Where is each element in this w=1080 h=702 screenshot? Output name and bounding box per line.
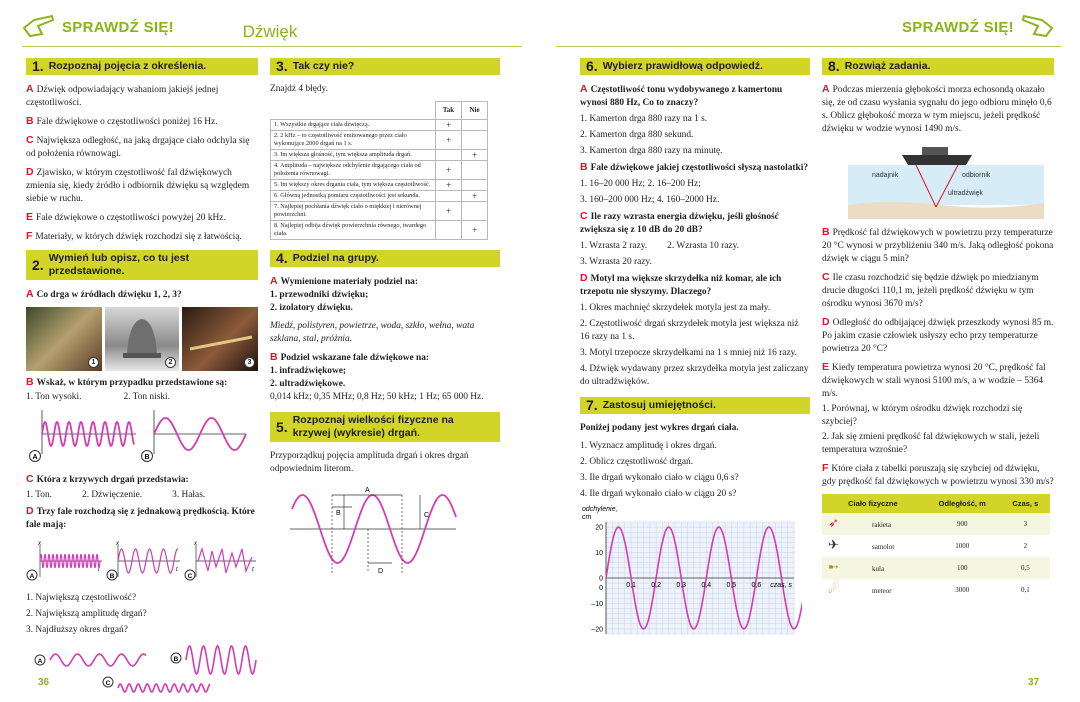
table-row: ➶ rakieta 900 3 (822, 513, 1050, 535)
x-tick-label: 0,2 (651, 582, 662, 589)
list-item: 4. Ile drgań wykonało ciało w ciągu 20 s? (580, 489, 737, 499)
option: 1. Kamerton drga 880 razy na 1 s. (580, 114, 708, 124)
question-d: D Trzy fale rozchodzą się z jednakową prędkością. Które fale mają: (26, 505, 255, 530)
divider (22, 46, 522, 47)
svg-text:t: t (176, 567, 178, 573)
section-2-header: 2. Wymień lub opisz, co tu jest przedstawione. (26, 250, 258, 280)
column-3 (580, 58, 810, 649)
photo-number: 3 (244, 357, 255, 368)
answer-cell[interactable]: + (462, 191, 488, 202)
echosounder-diagram (822, 141, 1050, 221)
s1-list (26, 83, 258, 244)
receiver-label: odbiornik (962, 172, 991, 179)
tone-options (26, 391, 258, 404)
task-f: F Które ciała z tabelki poruszają się szybciej od dźwięku, gdy prędkość fal dźwiękowych w powietrzu wynosi 330 m/s? (822, 462, 1054, 487)
list-item: F Materiały, w których dźwięk rozchodzi się z łatwością. (26, 230, 242, 242)
question-d: D Motyl ma większe skrzydełka niż komar, ale ich trzepotu nie słyszymy. Dlaczego? (580, 272, 782, 297)
answer-cell[interactable] (462, 120, 488, 131)
section-3-header: 3. Tak czy nie? (270, 58, 500, 75)
bodies-table (822, 494, 1050, 601)
section-7-header: 7. Zastosuj umiejętności. (580, 397, 810, 414)
column-2 (270, 58, 500, 586)
svg-text:x: x (116, 541, 119, 547)
x-tick-label: 0,5 (726, 582, 737, 589)
col-header: Ciało fizyczne (822, 494, 924, 513)
list-item: 2. ultradźwiękowe. (270, 379, 346, 389)
list-item: 2. Jak się zmieni prędkość fal dźwiękowych w stali, jeżeli temperatura wzrośnie? (822, 432, 1040, 455)
page-number: 36 (38, 677, 50, 688)
photo-number: 2 (165, 357, 176, 368)
option: 3. Wzrasta 20 razy. (580, 257, 652, 267)
list-item: C Największa odległość, na jaką drgające ciało odchyla się od położenia równowagi. (26, 134, 250, 159)
option: 1. Ton wysoki. (26, 392, 82, 402)
tone-waves (26, 404, 258, 462)
answer-cell[interactable]: + (436, 180, 462, 191)
instruction: Przyporządkuj pojęcia amplituda drgań i okres drgań odpowiednim literom. (270, 451, 469, 474)
answer-cell[interactable]: + (462, 221, 488, 240)
transmitter-label: nadajnik (872, 172, 899, 179)
option: 3. Motyl trzepocze skrzydełkami na 1 s mniej niż 16 razy. (580, 348, 798, 358)
section-1-header: 1. Rozpoznaj pojęcia z określenia. (26, 58, 258, 75)
answer-cell[interactable]: + (436, 120, 462, 131)
label-a: A (365, 487, 370, 494)
table-row: 7. Najlepiej pochłania dźwięk ciało o miękkiej i nierównej powierzchni. + (271, 202, 488, 221)
divider (556, 46, 1061, 47)
airplane-icon: ✈ (828, 537, 839, 552)
x-tick-label: 0,1 (626, 582, 636, 589)
label-b: B (336, 510, 341, 517)
photo-strip (26, 307, 258, 371)
task-b: B Prędkość fal dźwiękowych w powietrzu przy temperaturze 20 °C wynosi w przybliżeniu 340 m/s. Jaką odległość pokona dźwięk w ciągu 5 min? (822, 226, 1054, 264)
task-a: A Podczas mierzenia głębokości morza echosondą okazało się, że od czasu wysłania sygnału do jego odbioru minęło 0,6 s. Oblicz głębokość morza w tym miejscu, jeżeli prędkość dźwięku w wodzie wynosi 1490 m/s. (822, 83, 1052, 134)
ship-icon (902, 155, 972, 165)
label-a: A (32, 454, 38, 461)
table-row: 8. Najlepiej odbija dźwięk powierzchnia równego, twardego ciała. + (271, 221, 488, 240)
materials-list: Miedź, polistyren, powietrze, woda, szkło, wełna, wata szklana, stal, próżnia. (270, 321, 475, 344)
list-item: 3. Ile drgań wykonało ciało w ciągu 0,6 s? (580, 473, 739, 483)
option: 3. Hałas. (172, 490, 206, 500)
option: 4. Dźwięk wydawany przez skrzydełka motyla jest zaliczany do ultradźwięków. (580, 364, 809, 387)
table-row: ✈ samolot 1000 2 (828, 537, 1028, 552)
col-header: Tak (436, 102, 462, 120)
values-list: 0,014 kHz; 0,35 MHz; 0,8 Hz; 50 kHz; 1 Hz; 65 000 Hz. (270, 392, 484, 402)
list-item: B Fale dźwiękowe o częstotliwości poniżej 16 Hz. (26, 115, 218, 127)
label-b: B (144, 454, 150, 461)
question-a: A Częstotliwość tonu wydobywanego z kamertonu wynosi 880 Hz, Co to znaczy? (580, 83, 783, 108)
list-item: 1. przewodniki dźwięku; (270, 290, 369, 300)
table-row: ☄ meteor 3000 0,1 (828, 581, 1030, 596)
guitar-photo (26, 307, 102, 371)
list-item: 1. Porównaj, w którym ośrodku dźwięk rozchodzi się szybciej? (822, 404, 1023, 427)
option: 2. Ton niski. (123, 392, 171, 402)
intro-text: Znajdź 4 błędy. (270, 84, 328, 94)
question-a: A Co drga w źródłach dźwięku 1, 2, 3? (26, 288, 182, 300)
option: 2. Częstotliwość drgań skrzydełek motyla jest większa niż 16 razy na 1 s. (580, 319, 799, 342)
page-number: 37 (1028, 677, 1040, 688)
column-1 (26, 58, 258, 702)
option: 2. Wzrasta 10 razy. (667, 241, 739, 251)
section-8-header: 8. Rozwiąż zadania. (822, 58, 1054, 75)
x-tick-label: 0,4 (701, 582, 712, 589)
table-row: ➸ kula 100 0,5 (822, 557, 1050, 579)
answer-cell[interactable]: + (436, 131, 462, 150)
question-c: C Ile razy wzrasta energia dźwięku, jeśli głośność zwiększa się z 10 dB do 20 dB? (580, 210, 779, 235)
answer-cell[interactable] (436, 191, 462, 202)
question-b: B Podziel wskazane fale dźwiękowe na: (270, 351, 430, 363)
bell-photo (105, 307, 179, 371)
pencil-hand-icon (1020, 14, 1054, 40)
svg-text:C: C (187, 573, 193, 580)
list-item: A Dźwięk odpowiadający wahaniom jakiejś jednej częstotliwości. (26, 83, 219, 108)
label-d: D (378, 568, 384, 575)
bullet-icon: ➸ (828, 559, 839, 574)
three-waves (26, 642, 258, 700)
answer-cell[interactable] (436, 221, 462, 240)
answer-cell[interactable]: + (436, 161, 462, 180)
flute-photo (182, 307, 258, 371)
task-c: C Ile czasu rozchodzić się będzie dźwięk po miedzianym drucie długości 110,1 m, jeżeli prędkość dźwięku w tym ośrodku wynosi 3670 m/s? (822, 271, 1039, 309)
x-tick-label: 0 (599, 585, 603, 592)
svg-text:A: A (37, 658, 43, 665)
y-tick-label: –20 (591, 626, 603, 634)
answer-cell[interactable] (462, 161, 488, 180)
table-row: 2. 2 kHz – to częstotliwość emitowanego przez ciało wykonujące 2000 drgań na 1 s. + (271, 131, 488, 150)
x-tick-label: 0,6 (751, 582, 762, 589)
logo-right (902, 14, 1054, 40)
column-4 (822, 58, 1054, 601)
list-item: E Fale dźwiękowe o częstotliwości powyżej 20 kHz. (26, 211, 226, 223)
svg-text:t: t (252, 567, 254, 573)
rocket-icon: ➶ (828, 515, 839, 530)
list-item: 2. izolatory dźwięku. (270, 303, 353, 313)
meteor-icon: ☄ (828, 581, 840, 596)
list-item: 1. Wyznacz amplitudę i okres drgań. (580, 441, 717, 451)
photo-number: 1 (88, 357, 99, 368)
option: 2. Dźwięczenie. (82, 490, 143, 500)
list-item: 3. Najdłuższy okres drgań? (26, 625, 128, 635)
option: 3. 160–200 000 Hz; 4. 160–2000 Hz. (580, 195, 720, 205)
list-item: 2. Największą amplitudę drgań? (26, 609, 147, 619)
option: 2. Kamerton drga 880 sekund. (580, 130, 694, 140)
table-row: 1. Wszystkie drgające ciała dźwięczą. + (271, 120, 488, 131)
y-tick-label: 20 (595, 524, 603, 532)
option: 3. Kamerton drga 880 razy na minutę. (580, 146, 723, 156)
svg-text:x: x (38, 541, 41, 547)
noise-curves (26, 537, 258, 581)
option: 1. Okres machnięć skrzydełek motyla jest za mały. (580, 303, 771, 313)
list-item: 2. Oblicz częstotliwość drgań. (580, 457, 694, 467)
question-b: B Wskaż, w którym przypadku przedstawione są: (26, 376, 228, 388)
col-header: Nie (462, 102, 488, 120)
ultrasound-label: ultradźwięk (948, 190, 984, 197)
question-b: B Fale dźwiękowe jakiej częstotliwości słyszą nastolatki? (580, 161, 809, 173)
answer-cell[interactable] (436, 150, 462, 161)
section-6-header: 6. Wybierz prawidłową odpowiedź. (580, 58, 810, 75)
option: 1. 16–20 000 Hz; 2. 16–200 Hz; (580, 179, 701, 189)
curve-options (26, 489, 258, 502)
table-row: 4. Amplituda – największe odchylenie drgającego ciała od położenia równowagi. + (271, 161, 488, 180)
svg-text:A: A (29, 573, 35, 580)
y-axis-label: odchylenie, (582, 506, 618, 513)
svg-text:B: B (173, 656, 179, 663)
y-axis-unit: cm (582, 514, 592, 521)
svg-text:x: x (194, 541, 197, 547)
wave-labels-diagram (270, 481, 470, 581)
answer-cell[interactable]: + (436, 202, 462, 221)
svg-text:t: t (98, 567, 100, 573)
y-tick-label: 10 (595, 550, 603, 558)
task-d: D Odległość do odbijającej dźwięk przeszkody wynosi 85 m. Po jakim czasie człowiek usłyszy echo przy temperaturze powietrza 20 °C? (822, 316, 1054, 354)
logo-text: SPRAWDŹ SIĘ! (902, 18, 1014, 36)
task-e: E Kiedy temperatura powietrza wynosi 20 °C, prędkość fal dźwiękowych w stali wynosi 5100 m/s, a w wodzie – 5364 m/s. (822, 361, 1046, 399)
question-a: A Wymienione materiały podziel na: (270, 275, 418, 287)
logo-text: SPRAWDŹ SIĘ! (62, 18, 174, 36)
intro-text: Poniżej podany jest wykres drgań ciała. (580, 423, 739, 433)
list-item: 1. Największą częstotliwość? (26, 593, 137, 603)
col-header: Czas, s (1001, 494, 1050, 513)
x-tick-label: 0,3 (676, 582, 687, 589)
table-row: 5. Im większy okres drgania ciała, tym większa częstotliwość. + (271, 180, 488, 191)
answer-cell[interactable]: + (462, 150, 488, 161)
true-false-table (270, 101, 488, 240)
table-row: 6. Główną jednostką pomiaru częstotliwości jest sekunda. + (271, 191, 488, 202)
page-title: Dźwięk (242, 22, 298, 41)
question-c: C Która z krzywych drgań przedstawia: (26, 473, 189, 485)
svg-text:B: B (109, 573, 115, 580)
option: 1. Ton. (26, 490, 52, 500)
col-header: Odległość, m (924, 494, 1001, 513)
y-tick-label: –10 (591, 600, 603, 608)
list-item: 1. infradźwiękowe; (270, 366, 347, 376)
answer-cell[interactable] (462, 180, 488, 191)
label-c: C (424, 512, 430, 519)
table-row: 3. Im większa głośność, tym większa amplituda drgań. + (271, 150, 488, 161)
answer-cell[interactable] (462, 202, 488, 221)
option: 1. Wzrasta 2 razy. (580, 241, 648, 251)
section-4-header: 4. Podziel na grupy. (270, 250, 500, 267)
section-5-header: 5. Rozpoznaj wielkości fizyczne na krzywej (wykresie) drgań. (270, 412, 500, 442)
oscillation-chart (580, 504, 802, 644)
answer-cell[interactable] (462, 131, 488, 150)
list-item: D Zjawisko, w którym częstotliwość fal dźwiękowych zmienia się, kiedy źródło i odbiornik dźwięku są względem siebie w ruchu. (26, 166, 250, 204)
y-tick-label: 0 (599, 575, 603, 583)
option-row (580, 240, 810, 253)
svg-text:C: C (105, 680, 111, 687)
x-axis-label: czas, s (770, 582, 792, 589)
